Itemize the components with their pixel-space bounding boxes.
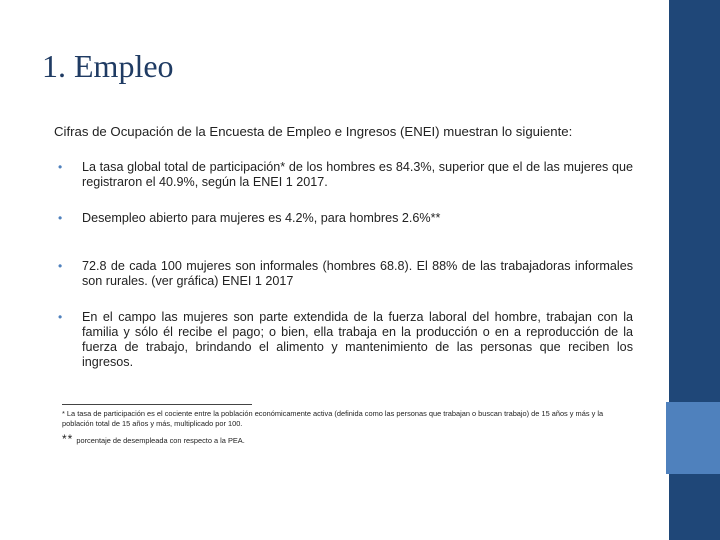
bullet-icon: • — [58, 160, 63, 174]
footnote-unemployment — [62, 433, 622, 447]
footnote-unemployment-text: porcentaje de desempleada con respecto a la PEA. — [76, 436, 245, 445]
bullet-item — [58, 310, 633, 370]
sidebar-accent-block — [666, 402, 720, 474]
bullet-item — [58, 211, 633, 226]
bullet-list — [58, 160, 633, 370]
bullet-text: Desempleo abierto para mujeres es 4.2%, para hombres 2.6%** — [82, 211, 441, 225]
footnote-separator — [62, 404, 252, 405]
bullet-item — [58, 160, 633, 190]
slide-title: 1. Empleo — [42, 48, 174, 84]
footnotes — [62, 409, 622, 447]
footnote-marker: ** — [62, 432, 74, 446]
bullet-icon: • — [58, 211, 63, 225]
bullet-item — [58, 259, 633, 289]
footnote-participation: * La tasa de participación es el cociente entre la población económicamente activa (definida como las personas que trabajan o buscan trabajo) de 15 años y más y la población total de 15 años y más, multiplicado por 100. — [62, 409, 604, 428]
bullet-icon: • — [58, 310, 63, 324]
intro-text: Cifras de Ocupación de la Encuesta de Empleo e Ingresos (ENEI) muestran lo siguiente: — [54, 124, 573, 139]
bullet-icon: • — [58, 259, 63, 273]
bullet-text: La tasa global total de participación* de los hombres es 84.3%, superior que el de las mujeres que registraron el 40.9%, según la ENEI 1 2017. — [82, 160, 633, 189]
bullet-text: En el campo las mujeres son parte extendida de la fuerza laboral del hombre, trabajan con la familia y sólo él recibe el pago; o bien, ella trabaja en la producción o en a reproducción de la fuerza de trabajo, brindando el alimento y mantenimiento de las personas que reciben los ingresos. — [82, 310, 633, 369]
bullet-text: 72.8 de cada 100 mujeres son informales (hombres 68.8). El 88% de las trabajadoras informales son rurales. (ver gráfica) ENEI 1 2017 — [82, 259, 633, 288]
